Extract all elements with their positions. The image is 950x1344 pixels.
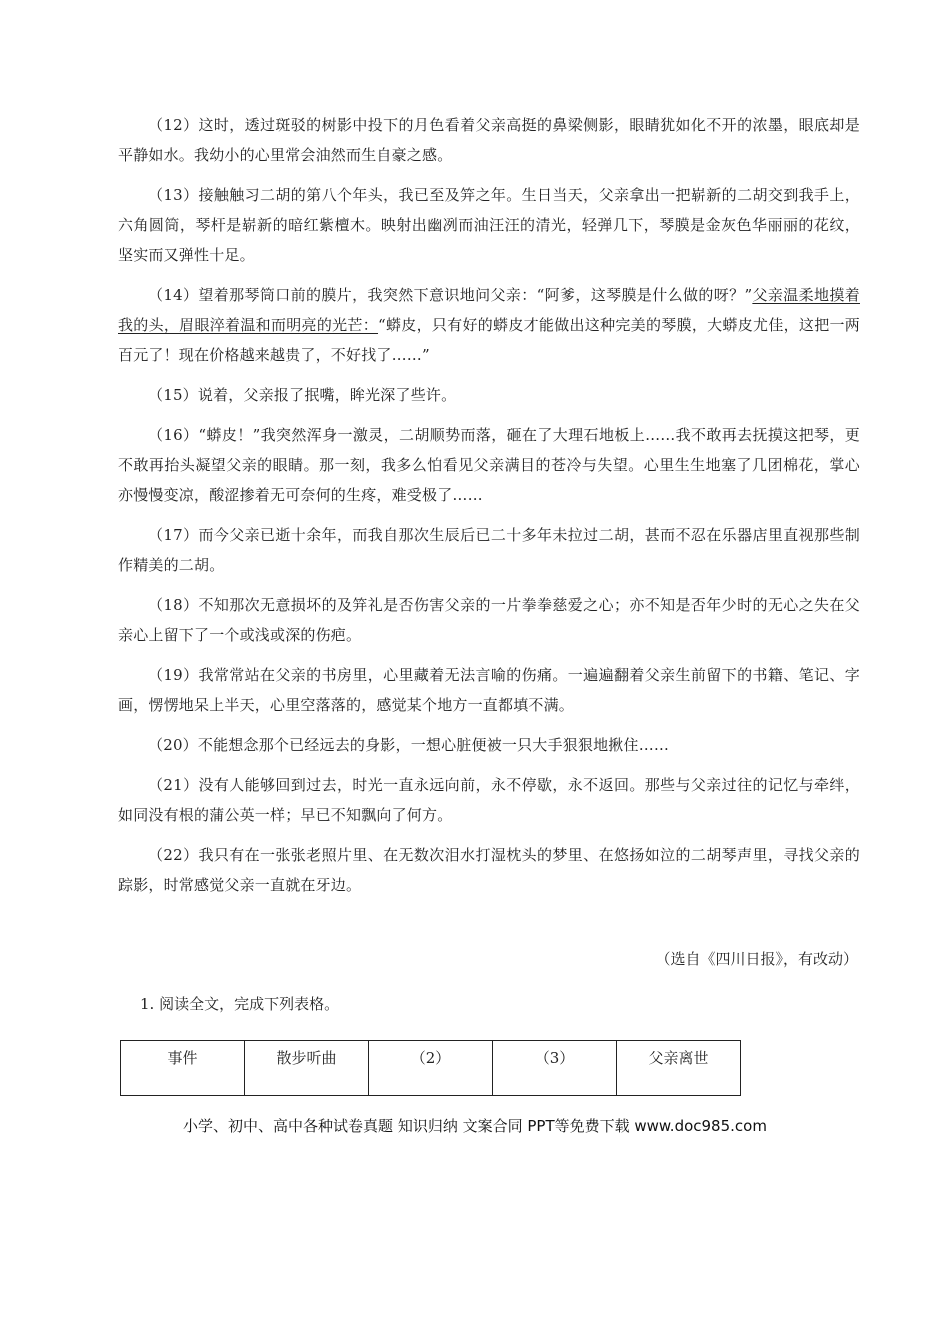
paragraph-16: （16）“蟒皮！”我突然浑身一激灵，二胡顺势而落，砸在了大理石地板上……我不敢再去抚摸这把琴，更不敢再抬头凝望父亲的眼睛。那一刻，我多么怕看见父亲满目的苍冷与失望。心里生生地塞了几团棉花，掌心亦慢慢变凉，酸涩掺着无可奈何的生疼，难受极了…… [118,426,860,504]
paragraph-14 [118,280,860,370]
paragraph-19: （19）我常常站在父亲的书房里，心里藏着无法言喻的伤痛。一遍遍翻着父亲生前留下的书籍、笔记、字画，愣愣地呆上半天，心里空落落的，感觉某个地方一直都填不满。 [118,666,860,714]
table-cell: 父亲离世 [617,1041,741,1096]
question-1: 1. 阅读全文，完成下列表格。 [140,995,340,1013]
answer-table [120,1040,741,1096]
paragraph-14-underlined: 父亲温柔地摸着我的头，眉眼淬着温和而明亮的光芒： [118,286,860,334]
paragraph-15: （15）说着，父亲报了抿嘴，眸光深了些许。 [148,386,457,404]
table-cell: 散步听曲 [245,1041,369,1096]
paragraph-20: （20）不能想念那个已经远去的身影，一想心脏便被一只大手狠狠地揪住…… [148,736,670,754]
paragraph-17: （17）而今父亲已逝十余年，而我自那次生辰后已二十多年未拉过二胡，甚而不忍在乐器店里直视那些制作精美的二胡。 [118,526,860,574]
table-cell-blank-2[interactable]: （2） [369,1041,493,1096]
paragraph-14-before: （14）望着那琴筒口前的膜片，我突然下意识地问父亲：“阿爹，这琴膜是什么做的呀？” [148,286,753,304]
paragraph-14-after: “蟒皮，只有好的蟒皮才能做出这种完美的琴膜，大蟒皮尤佳，这把一两百元了！现在价格越来越贵了，不好找了……” [118,316,861,364]
paragraph-21: （21）没有人能够回到过去，时光一直永远向前，永不停歇，永不返回。那些与父亲过往的记忆与牵绊，如同没有根的蒲公英一样；早已不知飘向了何方。 [118,776,860,824]
source-attribution: （选自《四川日报》，有改动） [655,950,858,968]
table-cell-blank-3[interactable]: （3） [493,1041,617,1096]
paragraph-22: （22）我只有在一张张老照片里、在无数次泪水打湿枕头的梦里、在悠扬如泣的二胡琴声里，寻找父亲的踪影，时常感觉父亲一直就在牙边。 [118,846,860,894]
footer-banner: 小学、初中、高中各种试卷真题 知识归纳 文案合同 PPT等免费下载 www.doc985.com [183,1117,767,1135]
table-row [121,1041,741,1096]
table-cell-header: 事件 [121,1041,245,1096]
paragraph-18: （18）不知那次无意损坏的及笄礼是否伤害父亲的一片拳拳慈爱之心；亦不知是否年少时的无心之失在父亲心上留下了一个或浅或深的伤疤。 [118,596,860,644]
paragraph-12: （12）这时，透过斑驳的树影中投下的月色看着父亲高挺的鼻梁侧影，眼睛犹如化不开的浓墨，眼底却是平静如水。我幼小的心里常会油然而生自豪之感。 [118,116,860,164]
article-body [118,110,860,910]
paragraph-13: （13）接触触习二胡的第八个年头，我已至及笄之年。生日当天，父亲拿出一把崭新的二胡交到我手上，六角圆筒，琴杆是崭新的暗红紫檀木。映射出幽冽而油汪汪的清光，轻弹几下，琴膜是金灰色华丽丽的花纹，坚实而又弹性十足。 [118,186,860,264]
